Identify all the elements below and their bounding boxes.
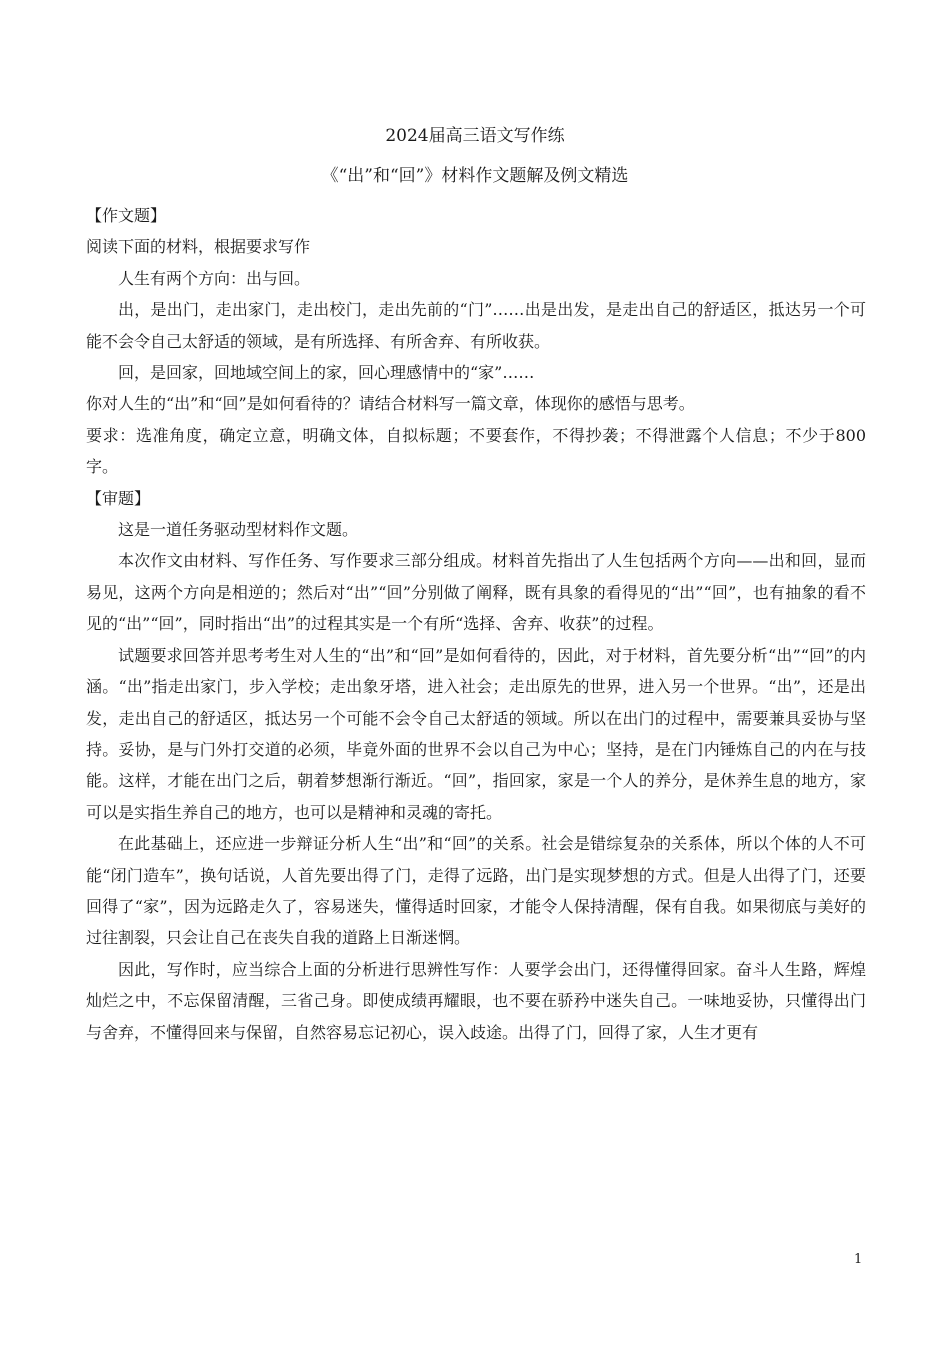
analysis-paragraph-1: 这是一道任务驱动型材料作文题。 [118,520,359,540]
analysis-paragraph-2: 本次作文由材料、写作任务、写作要求三部分组成。材料首先指出了人生包括两个方向——出和回，显而易见，这两个方向是相逆的；然后对“出”“回”分别做了阐释，既有具象的看得见的“出”“回”，也有抽象的看不见的“出”“回”，同时指出“出”的过程其实是一个有所“选择、舍弃、收获”的过程。 [86,551,866,634]
analysis-paragraph-5: 因此，写作时，应当综合上面的分析进行思辨性写作：人要学会出门，还得懂得回家。奋斗人生路，辉煌灿烂之中，不忘保留清醒，三省己身。即使成绩再耀眼，也不要在骄矜中迷失自己。一味地妥协，只懂得出门与舍弃，不懂得回来与保留，自然容易忘记初心，误入歧途。出得了门，回得了家，人生才更有 [86,959,866,1042]
material-paragraph-3: 回，是回家，回地域空间上的家，回心理感情中的“家”…… [118,363,535,383]
section-heading-analysis: 【审题】 [86,488,151,508]
analysis-paragraph-3: 试题要求回答并思考考生对人生的“出”和“回”是如何看待的，因此，对于材料，首先要分析“出”“回”的内涵。“出”指走出家门，步入学校；走出象牙塔，进入社会；走出原先的世界，进入另一个世界。“出”，还是出发，走出自己的舒适区，抵达另一个可能不会令自己太舒适的领域。所以在出门的过程中，需要兼具妥协与坚持。妥协，是与门外打交道的必须，毕竟外面的世界不会以自己为中心；坚持，是在门内锤炼自己的内在与技能。这样，才能在出门之后，朝着梦想渐行渐近。“回”，指回家，家是一个人的养分，是休养生息的地方，家可以是实指生养自己的地方，也可以是精神和灵魂的寄托。 [86,645,866,822]
prompt-intro: 阅读下面的材料，根据要求写作 [86,237,311,257]
material-paragraph-2: 出，是出门，走出家门，走出校门，走出先前的“门”……出是出发，是走出自己的舒适区，抵达另一个可能不会令自己太舒适的领域，是有所选择、有所舍弃、有所收获。 [86,300,866,351]
analysis-paragraph-4: 在此基础上，还应进一步辩证分析人生“出”和“回”的关系。社会是错综复杂的关系体，所以个体的人不可能“闭门造车”，换句话说，人首先要出得了门，走得了远路，出门是实现梦想的方式。但是人出得了门，还要回得了“家”，因为远路走久了，容易迷失，懂得适时回家，才能令人保持清醒，保有自我。如果彻底与美好的过往割裂，只会让自己在丧失自我的道路上日渐迷惘。 [86,834,866,948]
document-title: 2024届高三语文写作练 [385,126,565,146]
material-paragraph-1: 人生有两个方向：出与回。 [118,268,311,288]
page-number: 1 [854,1252,863,1267]
section-heading-prompt: 【作文题】 [86,206,167,225]
writing-requirements: 要求：选准角度，确定立意，明确文体，自拟标题；不要套作，不得抄袭；不得泄露个人信息；不少于800字。 [86,425,866,477]
document-subtitle: 《“出”和“回”》材料作文题解及例文精选 [321,166,629,186]
writing-task: 你对人生的“出”和“回”是如何看待的？请结合材料写一篇文章，体现你的感悟与思考。 [86,394,695,414]
document-body [86,200,866,1048]
